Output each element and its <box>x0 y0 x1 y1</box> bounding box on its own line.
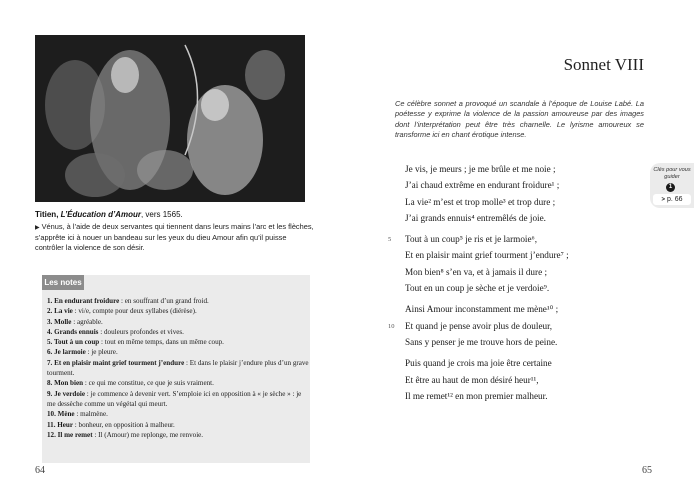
note-term: 7. Et en plaisir maint grief tourment j’endure <box>47 358 185 367</box>
poem-line <box>405 355 655 371</box>
note-term: 11. Heur <box>47 420 74 429</box>
poem-line-text: Ainsi Amour inconstamment me mène¹⁰ ; <box>405 304 559 315</box>
caption-author: Titien, <box>35 210 59 219</box>
triangle-bullet-icon: ▶ <box>35 225 40 231</box>
guide-tab-number: 1 <box>666 183 675 192</box>
line-number: 10 <box>388 322 395 330</box>
note-definition: : agréable. <box>71 317 103 326</box>
notes-title: Les notes <box>42 275 84 290</box>
note-term: 8. Mon bien <box>47 379 84 388</box>
note-term: 3. Molle <box>47 317 72 326</box>
poem-line <box>405 177 655 193</box>
poem-line-text: Puis quand je crois ma joie être certaine <box>405 358 552 369</box>
poem-line-text: J’ai chaud extrême en endurant froidure¹ ; <box>405 180 560 191</box>
right-page <box>350 0 700 490</box>
poem-line <box>405 372 655 388</box>
note-item <box>47 430 309 440</box>
poem-introduction: Ce célèbre sonnet a provoqué un scandale à l’époque de Louise Labé. La poétesse y exprime la violence de la passion amoureuse par des images dont l’interprétation peut être très charnelle. Le lyrisme amoureux se transforme ici en chant érotique intense. <box>395 99 644 139</box>
poem-line <box>405 280 655 296</box>
note-term: 5. Tout à un coup <box>47 338 100 347</box>
guide-tab-title: Clés pour vous guider <box>653 167 691 180</box>
note-term: 6. Je larmoie <box>47 348 86 357</box>
poem-stanza <box>388 301 655 350</box>
poem-line-text: Et quand je pense avoir plus de douleur, <box>405 320 553 331</box>
poem-line <box>405 264 655 280</box>
line-number: 5 <box>388 236 392 244</box>
poem-line-text: Il me remet¹² en mon premier malheur. <box>405 390 548 401</box>
poem-stanza <box>388 231 655 296</box>
note-item <box>47 358 309 379</box>
poem-line-text: Je vis, je meurs ; je me brûle et me noie ; <box>405 164 556 174</box>
note-item <box>47 347 309 357</box>
note-definition: : je commence à devenir vert. S’emploie ici en opposition à « je sèche » : je me dessèche comme un végétal qui meurt. <box>47 389 302 408</box>
poem-stanza <box>405 355 655 404</box>
arrow-right-icon: > <box>661 197 665 203</box>
poem-line <box>405 301 655 317</box>
poem-line <box>405 210 655 226</box>
note-term: 1. En endurant froidure <box>47 297 120 305</box>
figure-caption-text: ▶ Vénus, à l’aide de deux servantes qui tiennent dans leurs mains l’arc et les flèches, s’apprête ici à nouer un bandeau sur les yeux du dieu Amour afin qu’il puisse contrôler la violence de son désir. <box>35 222 314 252</box>
poem-line <box>405 388 655 404</box>
note-item <box>47 296 309 306</box>
note-definition: : vi/e, compte pour deux syllabes (diérèse). <box>72 307 197 316</box>
figure-caption-title <box>35 210 315 219</box>
note-item <box>47 337 309 347</box>
poem-stanza <box>405 161 655 226</box>
poem-line-text: Mon bien⁸ s’en va, et à jamais il dure ; <box>405 266 547 277</box>
note-term: 10. Mène <box>47 410 75 419</box>
caption-date: , vers 1565. <box>140 210 183 219</box>
note-item <box>47 306 309 316</box>
note-term: 4. Grands ennuis <box>47 327 99 336</box>
poem-line <box>405 334 655 350</box>
note-definition: : malmène. <box>74 410 108 419</box>
note-item <box>47 327 309 337</box>
note-item <box>47 420 309 430</box>
poem-line-text: Et être au haut de mon désiré heur¹¹, <box>405 374 539 385</box>
note-term: 9. Je verdoie <box>47 389 86 398</box>
note-definition: : en souffrant d’un grand froid. <box>119 297 209 305</box>
note-definition: : je pleure. <box>85 348 118 357</box>
note-definition: : Il (Amour) me replonge, me renvoie. <box>92 430 204 439</box>
poem-line-text: Tout en un coup je sèche et je verdoie⁹. <box>405 283 550 294</box>
notes-list <box>47 296 309 440</box>
page-number-left: 64 <box>35 465 45 476</box>
poem-line <box>388 318 655 334</box>
note-item <box>47 317 309 327</box>
poem-line-text: Tout à un coup⁵ je ris et je larmoie⁶, <box>405 234 538 245</box>
poem-text <box>388 161 655 409</box>
page-number-right: 65 <box>642 465 652 476</box>
poem-line-text: Et en plaisir maint grief tourment j’endure⁷ ; <box>405 250 569 261</box>
note-term: 12. Il me remet <box>47 430 93 439</box>
note-item <box>47 389 309 410</box>
note-item <box>47 409 309 419</box>
poem-line-text: La vie² m’est et trop molle³ et trop dure ; <box>405 196 556 207</box>
note-definition: : tout en même temps, dans un même coup. <box>99 338 224 347</box>
guide-page-reference[interactable]: > p. 66 <box>653 194 691 205</box>
poem-line <box>405 194 655 210</box>
note-item <box>47 378 309 388</box>
poem-line <box>405 247 655 263</box>
note-definition: : douleurs profondes et vives. <box>98 327 184 336</box>
caption-artwork-title: L’Éducation d’Amour <box>60 210 141 219</box>
note-term: 2. La vie <box>47 307 73 316</box>
poem-line-text: Sans y penser je me trouve hors de peine. <box>405 336 558 347</box>
note-definition: : Et dans le plaisir j’endure plus d’un grave tourment. <box>47 358 309 378</box>
note-definition: : bonheur, en opposition à malheur. <box>73 420 175 429</box>
poem-line-text: J’ai grands ennuis⁴ entremêlés de joie. <box>405 212 546 223</box>
poem-line <box>405 161 655 177</box>
note-definition: : ce qui me constitue, ce que je suis vraiment. <box>83 379 214 388</box>
poem-title: Sonnet VIII <box>563 55 644 74</box>
poem-line <box>388 231 655 247</box>
painting-image <box>35 35 305 202</box>
